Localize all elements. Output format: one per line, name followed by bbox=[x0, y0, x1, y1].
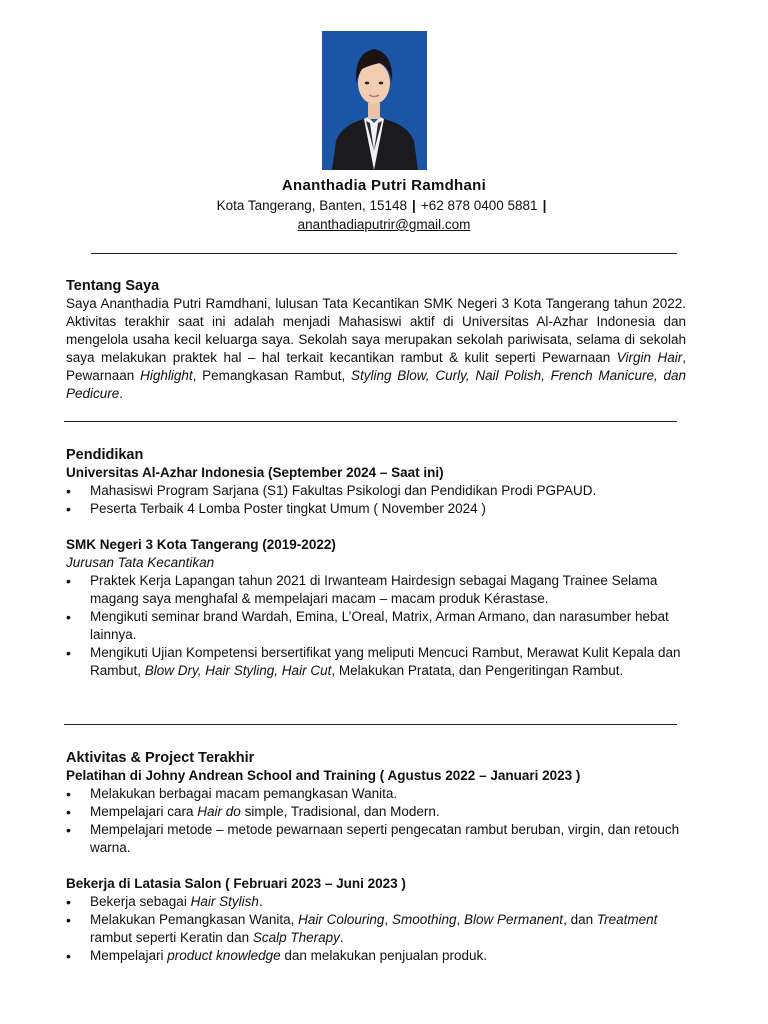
portrait-image bbox=[322, 31, 427, 170]
about-paragraph: Saya Ananthadia Putri Ramdhani, lulusan Tata Kecantikan SMK Negeri 3 Kota Tangerang tahun 2022. Aktivitas terakhir saat ini adalah menjadi Mahasiswi aktif di Universitas Al-Azhar Indonesia dan mengelola usaha kecil keluarga saya. Sekolah saya merupakan sekolah pariwisata, selama di sekolah saya melakukan praktek hal – hal terkait kecantikan rambut & kulit seperti Pewarnaan Virgin Hair, Pewarnaan Highlight, Pemangkasan Rambut, Styling Blow, Curly, Nail Polish, French Manicure, dan Pedicure. bbox=[66, 296, 686, 401]
list-item: • Mengikuti seminar brand Wardah, Emina, L’Oreal, Matrix, Arman Armano, dan narasumber hebat lainnya. bbox=[66, 608, 686, 644]
divider bbox=[64, 421, 677, 422]
training-list bbox=[66, 785, 686, 857]
list-item: • Mempelajari product knowledge dan melakukan penjualan produk. bbox=[66, 947, 686, 965]
list-item: • Melakukan Pemangkasan Wanita, Hair Colouring, Smoothing, Blow Permanent, dan Treatment rambut seperti Keratin dan Scalp Therapy. bbox=[66, 911, 686, 947]
section-heading-education: Pendidikan bbox=[66, 447, 144, 463]
section-heading-about: Tentang Saya bbox=[66, 278, 160, 294]
separator: | bbox=[412, 198, 416, 213]
list-item: • Mempelajari metode – metode pewarnaan seperti pengecatan rambut beruban, virgin, dan retouch warna. bbox=[66, 821, 686, 857]
list-item: • Melakukan berbagai macam pemangkasan Wanita. bbox=[66, 785, 686, 803]
activities-section bbox=[66, 749, 686, 965]
list-item: • Praktek Kerja Lapangan tahun 2021 di Irwanteam Hairdesign sebagai Magang Trainee Selama magang saya menghafal & mempelajari macam – macam produk Kérastase. bbox=[66, 572, 686, 608]
list-item: • Peserta Terbaik 4 Lomba Poster tingkat Umum ( November 2024 ) bbox=[66, 500, 686, 518]
candidate-name: Ananthadia Putri Ramdhani bbox=[281, 177, 487, 194]
list-item: • Mahasiswi Program Sarjana (S1) Fakultas Psikologi dan Pendidikan Prodi PGPAUD. bbox=[66, 482, 686, 500]
list-item: • Mengikuti Ujian Kompetensi bersertifikat yang meliputi Mencuci Rambut, Merawat Kulit Kepala dan Rambut, Blow Dry, Hair Styling, Hair Cut, Melakukan Pratata, dan Pengeritingan Rambut. bbox=[66, 644, 686, 680]
email-link[interactable]: ananthadiaputrir@gmail.com bbox=[297, 217, 471, 232]
list-item: • Bekerja sebagai Hair Stylish. bbox=[66, 893, 686, 911]
school-list bbox=[66, 572, 686, 680]
university-title: Universitas Al-Azhar Indonesia (September 2024 – Saat ini) bbox=[66, 465, 444, 480]
list-item: • Mempelajari cara Hair do simple, Tradisional, dan Modern. bbox=[66, 803, 686, 821]
school-major: Jurusan Tata Kecantikan bbox=[66, 555, 215, 570]
about-section bbox=[66, 277, 686, 403]
contact-line bbox=[0, 198, 768, 213]
training-title: Pelatihan di Johny Andrean School and Training ( Agustus 2022 – Januari 2023 ) bbox=[66, 768, 581, 783]
separator: | bbox=[542, 198, 547, 213]
profile-photo bbox=[322, 31, 427, 170]
section-heading-activities: Aktivitas & Project Terakhir bbox=[66, 750, 255, 766]
school-title: SMK Negeri 3 Kota Tangerang (2019-2022) bbox=[66, 537, 336, 552]
salon-title: Bekerja di Latasia Salon ( Februari 2023 – Juni 2023 ) bbox=[66, 876, 406, 891]
divider bbox=[91, 253, 677, 254]
education-section bbox=[66, 446, 686, 680]
salon-list bbox=[66, 893, 686, 965]
university-list bbox=[66, 482, 686, 518]
divider bbox=[64, 724, 677, 725]
location-text: Kota Tangerang, Banten, 15148 bbox=[216, 198, 408, 213]
phone-text[interactable]: +62 878 0400 5881 bbox=[420, 198, 538, 213]
